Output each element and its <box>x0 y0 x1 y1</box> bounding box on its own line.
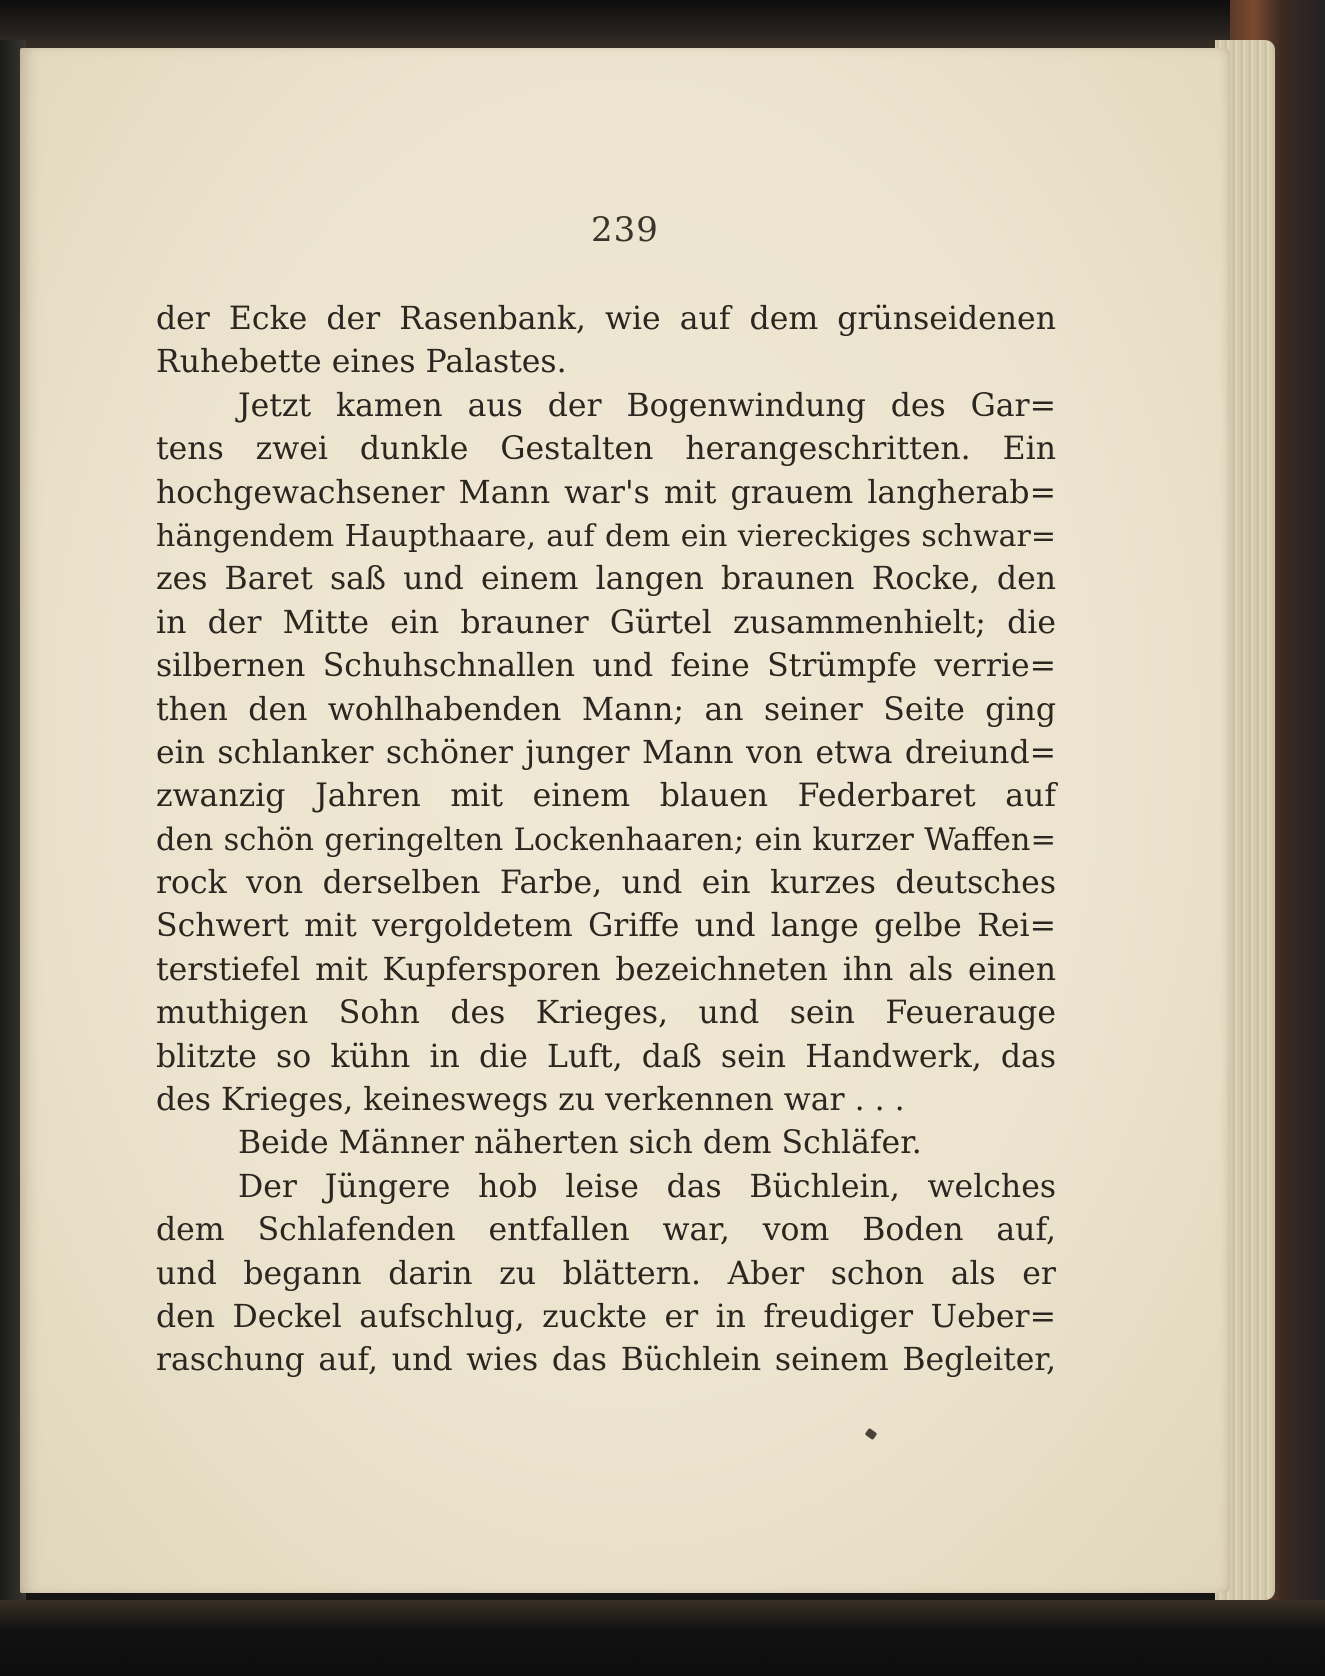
text-line: raschung auf, und wies das Büchlein seinem Begleiter, <box>156 1342 1056 1379</box>
page-number: 239 <box>591 210 659 250</box>
text-line: zes Baret saß und einem langen braunen Rocke, den <box>156 561 1056 598</box>
text-line: Der Jüngere hob leise das Büchlein, welches <box>238 1168 1056 1205</box>
text-line: den schön geringelten Lockenhaaren; ein kurzer Waffen= <box>156 822 1056 858</box>
text-line: tens zwei dunkle Gestalten herangeschritten. Ein <box>156 431 1056 468</box>
text-line: Ruhebette eines Palastes. <box>156 344 567 381</box>
text-line: ein schlanker schöner junger Mann von etwa dreiund= <box>156 734 1056 771</box>
text-line: then den wohlhabenden Mann; an seiner Seite ging <box>156 691 1056 728</box>
page-text <box>156 298 1056 1383</box>
text-line: Beide Männer näherten sich dem Schläfer. <box>238 1125 922 1162</box>
text-line: blitzte so kühn in die Luft, daß sein Handwerk, das <box>156 1038 1056 1075</box>
text-line: des Krieges, keineswegs zu verkennen war . . . <box>156 1082 905 1119</box>
book-cover-top-edge <box>0 0 1325 50</box>
text-line: silbernen Schuhschnallen und feine Strümpfe verrie= <box>156 648 1056 685</box>
text-line: rock von derselben Farbe, und ein kurzes deutsches <box>156 865 1056 902</box>
ink-speck <box>865 1428 878 1440</box>
text-line: hochgewachsener Mann war's mit grauem langherab= <box>156 474 1056 511</box>
text-line: in der Mitte ein brauner Gürtel zusammenhielt; die <box>156 604 1056 641</box>
book-cover-bottom-edge <box>0 1600 1325 1676</box>
text-line: Jetzt kamen aus der Bogenwindung des Gar= <box>238 387 1056 424</box>
text-line: der Ecke der Rasenbank, wie auf dem grünseidenen <box>156 301 1056 337</box>
text-line: terstiefel mit Kupfersporen bezeichneten ihn als einen <box>156 951 1056 988</box>
text-line: muthigen Sohn des Krieges, und sein Feuerauge <box>156 995 1056 1032</box>
text-line: hängendem Haupthaare, auf dem ein viereckiges schwar= <box>156 518 1056 554</box>
text-line: dem Schlafenden entfallen war, vom Boden auf, <box>156 1212 1056 1249</box>
text-line: und begann darin zu blättern. Aber schon als er <box>156 1255 1056 1292</box>
text-line: zwanzig Jahren mit einem blauen Federbaret auf <box>156 778 1056 815</box>
text-line: Schwert mit vergoldetem Griffe und lange gelbe Rei= <box>156 908 1056 945</box>
book-page <box>20 48 1230 1593</box>
text-line: den Deckel aufschlug, zuckte er in freudiger Ueber= <box>156 1298 1056 1335</box>
